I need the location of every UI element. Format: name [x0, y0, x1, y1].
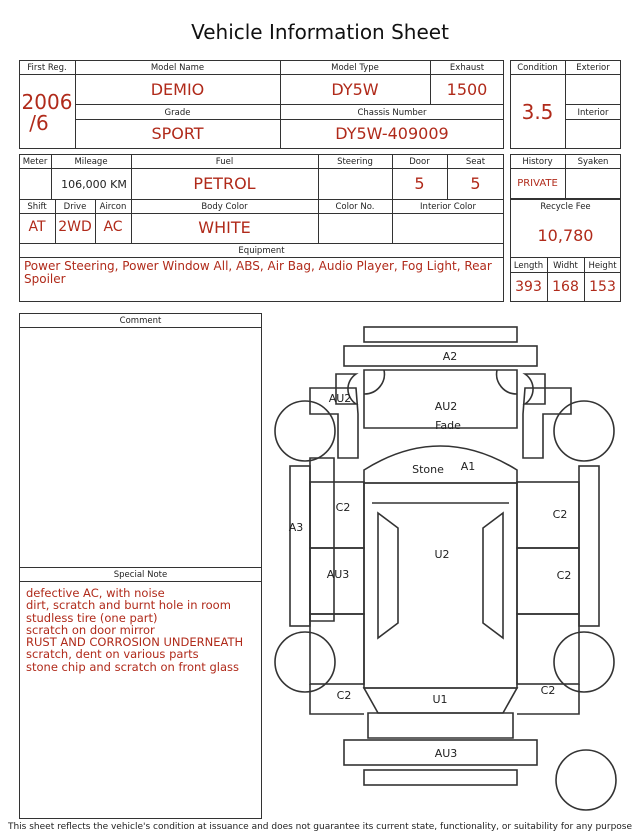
- front-bumper: [344, 346, 537, 366]
- mark-left-front-door: C2: [335, 501, 351, 514]
- chassis-label: Chassis Number: [357, 108, 427, 118]
- special-note-item: dirt, scratch and burnt hole in room: [26, 598, 231, 613]
- mark-left-rear-quarter: C2: [336, 689, 352, 702]
- mark-front-bumper: A2: [442, 350, 458, 363]
- width-label: Widht: [553, 261, 578, 271]
- mark-left-side-panel: A3: [288, 521, 304, 534]
- mileage-label: Mileage: [74, 157, 108, 167]
- mark-left-mirror: AU2: [328, 392, 352, 405]
- door-label: Door: [409, 157, 430, 167]
- special-note-item: studless tire (one part): [26, 610, 158, 625]
- condition-label: Condition: [517, 63, 558, 73]
- mark-left-rear-door: AU3: [326, 568, 350, 581]
- mileage-value: 106,000 KM: [61, 178, 127, 191]
- aircon-value: AC: [103, 219, 123, 235]
- right-front-wheel: [554, 401, 614, 461]
- front-bumper-top: [364, 327, 517, 342]
- model-name-label: Model Name: [150, 63, 205, 73]
- height-value: 153: [589, 279, 616, 295]
- grade-value: SPORT: [151, 124, 204, 143]
- first-reg-month: /6: [29, 111, 49, 135]
- exhaust-label: Exhaust: [449, 63, 485, 73]
- model-name-value: DEMIO: [150, 80, 205, 99]
- right-front-fender: [525, 374, 545, 404]
- recycle-fee-value: 10,780: [537, 226, 594, 245]
- spare-wheel: [556, 750, 616, 810]
- footer-disclaimer: This sheet reflects the vehicle's condition at issuance and does not guarantee its current state, functionality, or suitability for any purpose: [7, 822, 633, 832]
- recycle-fee-label: Recycle Fee: [540, 202, 591, 212]
- left-side-panel: [290, 466, 310, 626]
- seat-value: 5: [470, 174, 481, 193]
- left-rear-quarter: [310, 614, 364, 684]
- mark-front-top: AU2: [434, 400, 458, 413]
- condition-value: 3.5: [521, 100, 554, 124]
- mark-right-front-door: C2: [552, 508, 568, 521]
- fuel-label: Fuel: [215, 157, 234, 167]
- tailgate: [368, 713, 513, 738]
- drive-label: Drive: [63, 202, 87, 212]
- body-color-label: Body Color: [201, 202, 248, 212]
- special-note-item: scratch, dent on various parts: [26, 647, 199, 662]
- shift-value: AT: [28, 219, 46, 235]
- mark-front-fade: Fade: [435, 419, 461, 432]
- width-value: 168: [552, 279, 579, 295]
- equipment-value: Power Steering, Power Window All, ABS, Air Bag, Audio Player, Fog Light, Rear Spoiler: [24, 259, 492, 286]
- roof: [364, 483, 517, 688]
- special-note-item: stone chip and scratch on front glass: [26, 659, 239, 674]
- first-reg-label: First Reg.: [27, 63, 67, 73]
- mark-right-rear-door: C2: [556, 569, 572, 582]
- color-no-label: Color No.: [335, 202, 375, 212]
- body-color-value: WHITE: [198, 218, 251, 237]
- exhaust-value: 1500: [446, 80, 488, 99]
- model-type-label: Model Type: [331, 63, 379, 73]
- meter-label: Meter: [22, 157, 48, 167]
- mark-windshield-stone: Stone: [412, 463, 444, 476]
- mark-roof: U2: [434, 548, 450, 561]
- length-label: Length: [513, 261, 544, 271]
- special-note-item: RUST AND CORROSION UNDERNEATH: [26, 635, 244, 650]
- left-front-door: [310, 482, 364, 548]
- mark-windshield-grade: A1: [460, 460, 476, 473]
- steering-label: Steering: [337, 157, 373, 167]
- equipment-label: Equipment: [238, 246, 285, 256]
- special-note-label: Special Note: [113, 570, 168, 580]
- left-rear-door: [310, 548, 364, 614]
- mark-rear-bumper: AU3: [434, 747, 458, 760]
- special-note-item: defective AC, with noise: [26, 586, 165, 600]
- right-side-panel: [579, 466, 599, 626]
- model-type-value: DY5W: [331, 80, 379, 99]
- history-value: PRIVATE: [517, 178, 558, 189]
- history-label: History: [522, 157, 553, 167]
- page-title: Vehicle Information Sheet: [191, 20, 449, 44]
- exterior-label: Exterior: [576, 63, 610, 73]
- left-front-wheel: [275, 401, 335, 461]
- car-damage-diagram: [268, 318, 638, 820]
- right-front-door: [517, 482, 579, 548]
- left-rear-wheel: [275, 632, 335, 692]
- chassis-value: DY5W-409009: [335, 124, 449, 143]
- aircon-label: Aircon: [99, 202, 127, 212]
- grade-label: Grade: [164, 108, 191, 118]
- seat-label: Seat: [465, 157, 486, 167]
- right-rear-wheel: [554, 632, 614, 692]
- first-reg-year: 2006: [21, 90, 73, 114]
- fuel-value: PETROL: [193, 174, 256, 193]
- length-value: 393: [515, 279, 542, 295]
- special-note-item: scratch on door mirror: [26, 622, 155, 637]
- mark-rear-window: U1: [432, 693, 448, 706]
- drive-value: 2WD: [58, 219, 92, 235]
- height-label: Height: [588, 261, 617, 271]
- shift-label: Shift: [27, 202, 47, 212]
- right-rear-quarter: [517, 614, 579, 684]
- comment-label: Comment: [119, 316, 162, 326]
- rear-bumper-bottom: [364, 770, 517, 785]
- interior-label: Interior: [577, 108, 609, 118]
- mark-right-rear-quarter: C2: [540, 684, 556, 697]
- syaken-label: Syaken: [577, 157, 609, 167]
- interior-color-label: Interior Color: [420, 202, 476, 212]
- comment-panel: [19, 313, 262, 819]
- door-value: 5: [414, 174, 425, 193]
- special-note-list: [26, 587, 262, 673]
